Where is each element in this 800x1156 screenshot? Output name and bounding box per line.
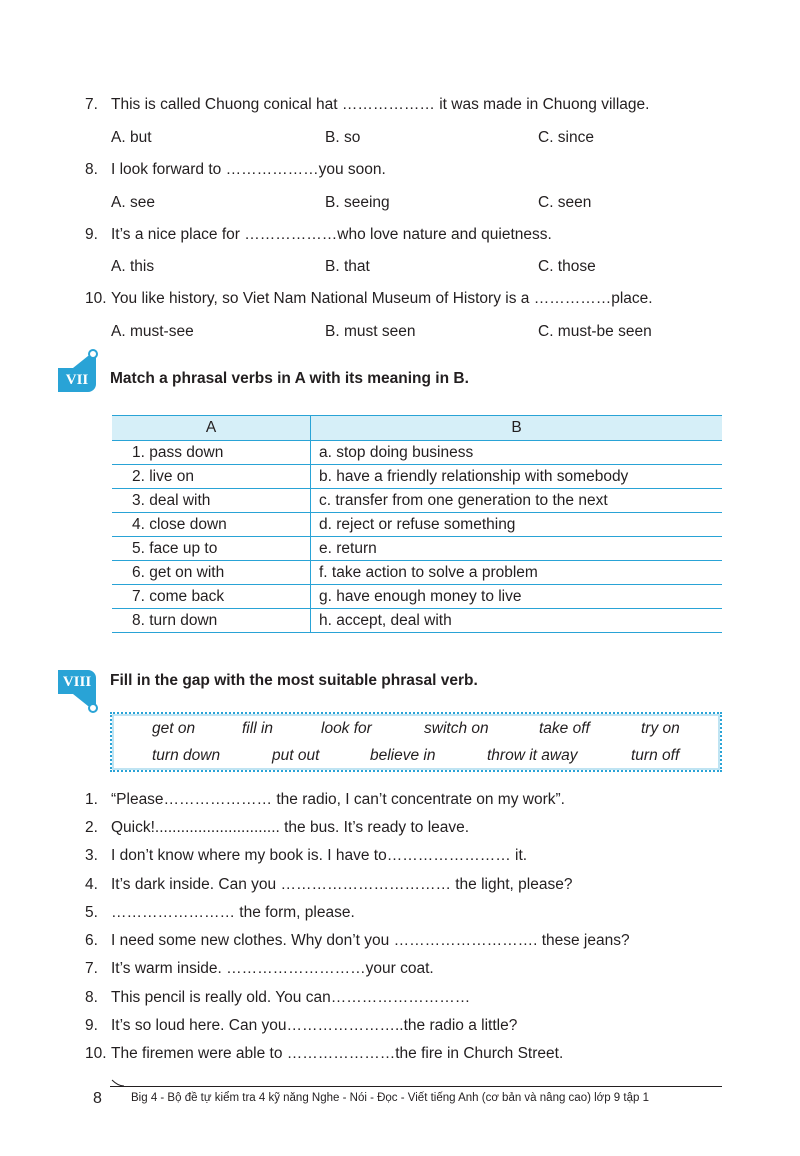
option-c: C. seen	[538, 194, 592, 211]
table-row: 4. close down d. reject or refuse something	[112, 513, 722, 537]
option-a: A. see	[111, 194, 155, 211]
table-row: 5. face up to e. return	[112, 537, 722, 561]
option-a: A. must-see	[111, 323, 194, 340]
word-bank-item: throw it away	[487, 747, 578, 764]
fill-question-5: 5. …………………… the form, please.	[85, 904, 355, 921]
matching-table	[112, 415, 722, 633]
option-b: B. must seen	[325, 323, 416, 340]
table-row: 1. pass down a. stop doing business	[112, 441, 722, 465]
option-b: B. seeing	[325, 194, 390, 211]
footer-text: Big 4 - Bộ đề tự kiểm tra 4 kỹ năng Nghe - Nói - Đọc - Viết tiếng Anh (cơ bản và nâng cao) lớp 9 tập 1	[131, 1092, 649, 1104]
mcq-question-10: 10. You like history, so Viet Nam National Museum of History is a ……………place.	[85, 290, 653, 307]
table-row: 8. turn down h. accept, deal with	[112, 609, 722, 633]
fill-question-1: 1. “Please………………… the radio, I can’t concentrate on my work”.	[85, 791, 565, 808]
table-row: 7. come back g. have enough money to live	[112, 585, 722, 609]
option-c: C. since	[538, 129, 594, 146]
option-b: B. so	[325, 129, 361, 146]
page-number: 8	[93, 1090, 102, 1107]
fill-question-9: 9. It’s so loud here. Can you…………………..the radio a little?	[85, 1017, 518, 1034]
section-badge-vii: VII	[58, 368, 96, 392]
mcq-question-8: 8. I look forward to ………………you soon.	[85, 161, 386, 178]
option-b: B. that	[325, 258, 370, 275]
section-title: Fill in the gap with the most suitable phrasal verb.	[110, 672, 478, 689]
word-bank-item: look for	[321, 720, 372, 737]
footer-divider	[110, 1086, 722, 1087]
word-bank-item: put out	[272, 747, 320, 764]
word-bank-item: take off	[539, 720, 590, 737]
table-row: 6. get on with f. take action to solve a problem	[112, 561, 722, 585]
table-row: 3. deal with c. transfer from one generation to the next	[112, 489, 722, 513]
footer-ornament	[110, 1078, 126, 1092]
option-a: A. but	[111, 129, 152, 146]
section-badge-viii: VIII	[58, 670, 96, 694]
option-a: A. this	[111, 258, 155, 275]
fill-question-2: 2. Quick!............................. the bus. It’s ready to leave.	[85, 819, 470, 836]
mcq-question-9: 9. It’s a nice place for ………………who love nature and quietness.	[85, 226, 552, 243]
word-bank-item: switch on	[424, 720, 489, 737]
column-header-a: A	[112, 416, 311, 441]
word-bank-item: try on	[641, 720, 680, 737]
word-bank-item: fill in	[242, 720, 274, 737]
word-bank-item: turn off	[631, 747, 680, 764]
mcq-question-7: 7. This is called Chuong conical hat ……………… it was made in Chuong village.	[85, 96, 650, 113]
pin-icon	[66, 690, 100, 714]
fill-question-7: 7. It’s warm inside. ………………………your coat.	[85, 960, 434, 977]
column-header-b: B	[311, 416, 723, 441]
section-title: Match a phrasal verbs in A with its meaning in B.	[110, 370, 469, 387]
word-bank	[110, 712, 722, 772]
fill-question-3: 3. I don’t know where my book is. I have to…………………… it.	[85, 847, 528, 864]
table-row: 2. live on b. have a friendly relationship with somebody	[112, 465, 722, 489]
option-c: C. must-be seen	[538, 323, 652, 340]
fill-question-8: 8. This pencil is really old. You can………………………	[85, 989, 471, 1006]
fill-question-6: 6. I need some new clothes. Why don’t you ………………………. these jeans?	[85, 932, 630, 949]
word-bank-item: believe in	[370, 747, 436, 764]
fill-question-4: 4. It’s dark inside. Can you …………………………… the light, please?	[85, 876, 573, 893]
word-bank-item: get on	[152, 720, 196, 737]
option-c: C. those	[538, 258, 596, 275]
word-bank-item: turn down	[152, 747, 221, 764]
fill-question-10: 10. The firemen were able to …………………the fire in Church Street.	[85, 1045, 564, 1062]
